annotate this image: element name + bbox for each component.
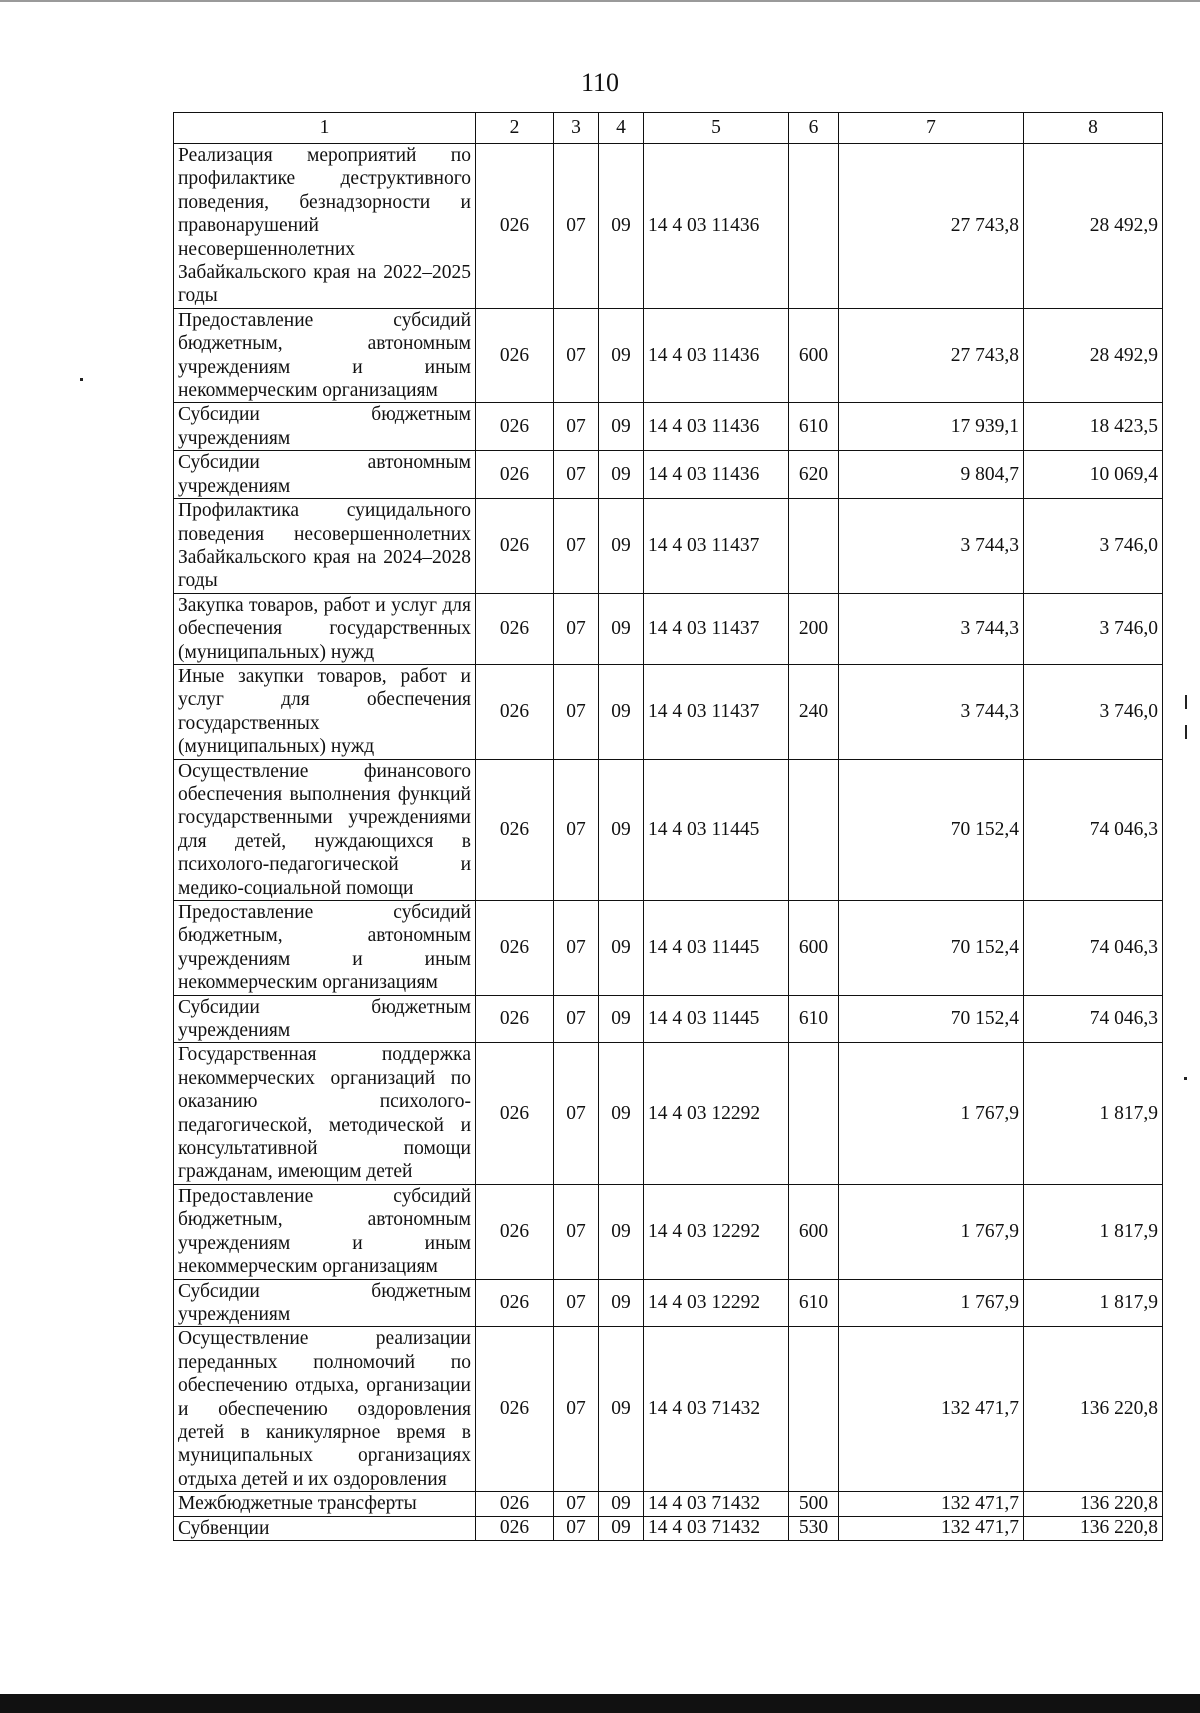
col-header-4: 4 <box>599 113 644 144</box>
cell-col-4: 09 <box>599 593 644 664</box>
cell-col-3: 07 <box>554 403 599 451</box>
cell-col-7: 3 744,3 <box>839 664 1024 759</box>
table-row <box>174 499 1163 594</box>
cell-col-7: 27 743,8 <box>839 308 1024 403</box>
cell-col-3: 07 <box>554 1043 599 1184</box>
cell-col-2: 026 <box>476 901 554 996</box>
scan-bottom-edge <box>0 1694 1200 1713</box>
cell-col-3: 07 <box>554 1279 599 1327</box>
cell-col-5: 14 4 03 11445 <box>644 901 789 996</box>
table-row <box>174 1516 1163 1540</box>
cell-col-5: 14 4 03 12292 <box>644 1279 789 1327</box>
cell-col-2: 026 <box>476 1327 554 1492</box>
cell-col-8: 136 220,8 <box>1024 1492 1163 1516</box>
cell-col-8: 74 046,3 <box>1024 759 1163 900</box>
cell-col-5: 14 4 03 71432 <box>644 1516 789 1540</box>
cell-col-4: 09 <box>599 664 644 759</box>
col-header-3: 3 <box>554 113 599 144</box>
cell-col-5: 14 4 03 12292 <box>644 1043 789 1184</box>
cell-col-7: 3 744,3 <box>839 593 1024 664</box>
table-row <box>174 1043 1163 1184</box>
cell-col-5: 14 4 03 11436 <box>644 144 789 309</box>
row-name: Межбюджетные трансферты <box>174 1492 476 1516</box>
table-row <box>174 593 1163 664</box>
cell-col-4: 09 <box>599 759 644 900</box>
cell-col-6 <box>789 1043 839 1184</box>
cell-col-2: 026 <box>476 499 554 594</box>
cell-col-2: 026 <box>476 144 554 309</box>
row-name: Профилактика суицидального поведения несовершеннолетних Забайкальского края на 2024–2028 годы <box>174 499 476 594</box>
budget-table <box>173 112 1163 1541</box>
cell-col-7: 132 471,7 <box>839 1327 1024 1492</box>
cell-col-2: 026 <box>476 664 554 759</box>
header-row <box>174 113 1163 144</box>
cell-col-7: 1 767,9 <box>839 1184 1024 1279</box>
cell-col-2: 026 <box>476 1279 554 1327</box>
table-row <box>174 759 1163 900</box>
cell-col-5: 14 4 03 11437 <box>644 499 789 594</box>
cell-col-2: 026 <box>476 1492 554 1516</box>
table-row <box>174 1279 1163 1327</box>
cell-col-8: 74 046,3 <box>1024 901 1163 996</box>
row-name: Государственная поддержка некоммерческих организаций по оказанию психолого-педагогической, методической и консультативной помощи гражданам, имеющим детей <box>174 1043 476 1184</box>
row-name: Субсидии бюджетным учреждениям <box>174 403 476 451</box>
cell-col-2: 026 <box>476 995 554 1043</box>
cell-col-6: 610 <box>789 1279 839 1327</box>
cell-col-3: 07 <box>554 995 599 1043</box>
cell-col-5: 14 4 03 11436 <box>644 308 789 403</box>
cell-col-2: 026 <box>476 1043 554 1184</box>
row-name: Реализация мероприятий по профилактике деструктивного поведения, безнадзорности и правонарушений несовершеннолетних Забайкальского края на 2022–2025 годы <box>174 144 476 309</box>
cell-col-4: 09 <box>599 451 644 499</box>
cell-col-8: 10 069,4 <box>1024 451 1163 499</box>
cell-col-7: 132 471,7 <box>839 1492 1024 1516</box>
row-name: Осуществление финансового обеспечения выполнения функций государственными учреждениями для детей, нуждающихся в психолого-педагогической и медико-социальной помощи <box>174 759 476 900</box>
cell-col-5: 14 4 03 11436 <box>644 403 789 451</box>
cell-col-2: 026 <box>476 451 554 499</box>
col-header-8: 8 <box>1024 113 1163 144</box>
cell-col-6: 530 <box>789 1516 839 1540</box>
scan-speck <box>1185 695 1187 709</box>
cell-col-4: 09 <box>599 308 644 403</box>
row-name: Осуществление реализации переданных полномочий по обеспечению отдыха, организации и обеспечению оздоровления детей в каникулярное время в муниципальных организациях отдыха детей и их оздоровления <box>174 1327 476 1492</box>
row-name: Субсидии бюджетным учреждениям <box>174 995 476 1043</box>
cell-col-7: 1 767,9 <box>839 1279 1024 1327</box>
cell-col-5: 14 4 03 12292 <box>644 1184 789 1279</box>
cell-col-8: 28 492,9 <box>1024 144 1163 309</box>
cell-col-8: 3 746,0 <box>1024 664 1163 759</box>
cell-col-8: 3 746,0 <box>1024 499 1163 594</box>
cell-col-7: 70 152,4 <box>839 759 1024 900</box>
col-header-1: 1 <box>174 113 476 144</box>
cell-col-8: 136 220,8 <box>1024 1516 1163 1540</box>
table-row <box>174 995 1163 1043</box>
cell-col-2: 026 <box>476 403 554 451</box>
cell-col-5: 14 4 03 71432 <box>644 1327 789 1492</box>
cell-col-6: 240 <box>789 664 839 759</box>
cell-col-3: 07 <box>554 664 599 759</box>
cell-col-6: 610 <box>789 995 839 1043</box>
cell-col-7: 1 767,9 <box>839 1043 1024 1184</box>
row-name: Иные закупки товаров, работ и услуг для обеспечения государственных (муниципальных) нужд <box>174 664 476 759</box>
cell-col-7: 17 939,1 <box>839 403 1024 451</box>
cell-col-6: 620 <box>789 451 839 499</box>
cell-col-7: 132 471,7 <box>839 1516 1024 1540</box>
cell-col-6: 600 <box>789 308 839 403</box>
cell-col-4: 09 <box>599 499 644 594</box>
cell-col-3: 07 <box>554 901 599 996</box>
cell-col-4: 09 <box>599 1327 644 1492</box>
table-body <box>174 144 1163 1541</box>
cell-col-5: 14 4 03 11437 <box>644 664 789 759</box>
col-header-5: 5 <box>644 113 789 144</box>
cell-col-4: 09 <box>599 403 644 451</box>
cell-col-8: 3 746,0 <box>1024 593 1163 664</box>
cell-col-4: 09 <box>599 1516 644 1540</box>
cell-col-8: 74 046,3 <box>1024 995 1163 1043</box>
cell-col-2: 026 <box>476 308 554 403</box>
cell-col-4: 09 <box>599 144 644 309</box>
cell-col-6 <box>789 144 839 309</box>
cell-col-6 <box>789 1327 839 1492</box>
cell-col-6: 200 <box>789 593 839 664</box>
cell-col-8: 1 817,9 <box>1024 1184 1163 1279</box>
cell-col-7: 27 743,8 <box>839 144 1024 309</box>
table-row <box>174 901 1163 996</box>
cell-col-7: 70 152,4 <box>839 995 1024 1043</box>
cell-col-7: 9 804,7 <box>839 451 1024 499</box>
cell-col-6: 600 <box>789 901 839 996</box>
cell-col-5: 14 4 03 11436 <box>644 451 789 499</box>
cell-col-4: 09 <box>599 1184 644 1279</box>
scan-speck <box>1185 725 1187 739</box>
cell-col-2: 026 <box>476 1184 554 1279</box>
cell-col-8: 1 817,9 <box>1024 1043 1163 1184</box>
row-name: Предоставление субсидий бюджетным, автономным учреждениям и иным некоммерческим организациям <box>174 901 476 996</box>
cell-col-6 <box>789 759 839 900</box>
row-name: Закупка товаров, работ и услуг для обеспечения государственных (муниципальных) нужд <box>174 593 476 664</box>
cell-col-3: 07 <box>554 759 599 900</box>
scan-speck <box>1184 1077 1187 1080</box>
cell-col-3: 07 <box>554 451 599 499</box>
table-row <box>174 308 1163 403</box>
cell-col-3: 07 <box>554 1184 599 1279</box>
col-header-7: 7 <box>839 113 1024 144</box>
cell-col-2: 026 <box>476 1516 554 1540</box>
row-name: Субвенции <box>174 1516 476 1540</box>
cell-col-7: 70 152,4 <box>839 901 1024 996</box>
cell-col-2: 026 <box>476 759 554 900</box>
table-row <box>174 403 1163 451</box>
row-name: Субсидии бюджетным учреждениям <box>174 1279 476 1327</box>
cell-col-6: 610 <box>789 403 839 451</box>
scan-top-edge <box>0 0 1200 2</box>
col-header-6: 6 <box>789 113 839 144</box>
table-row <box>174 451 1163 499</box>
page-number: 110 <box>580 68 620 97</box>
cell-col-2: 026 <box>476 593 554 664</box>
cell-col-4: 09 <box>599 1492 644 1516</box>
cell-col-3: 07 <box>554 1327 599 1492</box>
cell-col-6: 500 <box>789 1492 839 1516</box>
cell-col-3: 07 <box>554 308 599 403</box>
cell-col-8: 1 817,9 <box>1024 1279 1163 1327</box>
cell-col-5: 14 4 03 11437 <box>644 593 789 664</box>
table-row <box>174 664 1163 759</box>
table-row <box>174 1492 1163 1516</box>
cell-col-5: 14 4 03 11445 <box>644 995 789 1043</box>
row-name: Предоставление субсидий бюджетным, автономным учреждениям и иным некоммерческим организациям <box>174 1184 476 1279</box>
cell-col-5: 14 4 03 11445 <box>644 759 789 900</box>
row-name: Предоставление субсидий бюджетным, автономным учреждениям и иным некоммерческим организациям <box>174 308 476 403</box>
cell-col-4: 09 <box>599 1279 644 1327</box>
table-row <box>174 144 1163 309</box>
cell-col-6 <box>789 499 839 594</box>
table-row <box>174 1327 1163 1492</box>
cell-col-3: 07 <box>554 1492 599 1516</box>
scan-speck <box>80 378 83 381</box>
cell-col-3: 07 <box>554 1516 599 1540</box>
cell-col-4: 09 <box>599 1043 644 1184</box>
table-row <box>174 1184 1163 1279</box>
cell-col-8: 28 492,9 <box>1024 308 1163 403</box>
cell-col-3: 07 <box>554 144 599 309</box>
row-name: Субсидии автономным учреждениям <box>174 451 476 499</box>
cell-col-4: 09 <box>599 901 644 996</box>
cell-col-3: 07 <box>554 499 599 594</box>
cell-col-3: 07 <box>554 593 599 664</box>
cell-col-6: 600 <box>789 1184 839 1279</box>
cell-col-8: 136 220,8 <box>1024 1327 1163 1492</box>
cell-col-4: 09 <box>599 995 644 1043</box>
cell-col-5: 14 4 03 71432 <box>644 1492 789 1516</box>
cell-col-7: 3 744,3 <box>839 499 1024 594</box>
col-header-2: 2 <box>476 113 554 144</box>
cell-col-8: 18 423,5 <box>1024 403 1163 451</box>
